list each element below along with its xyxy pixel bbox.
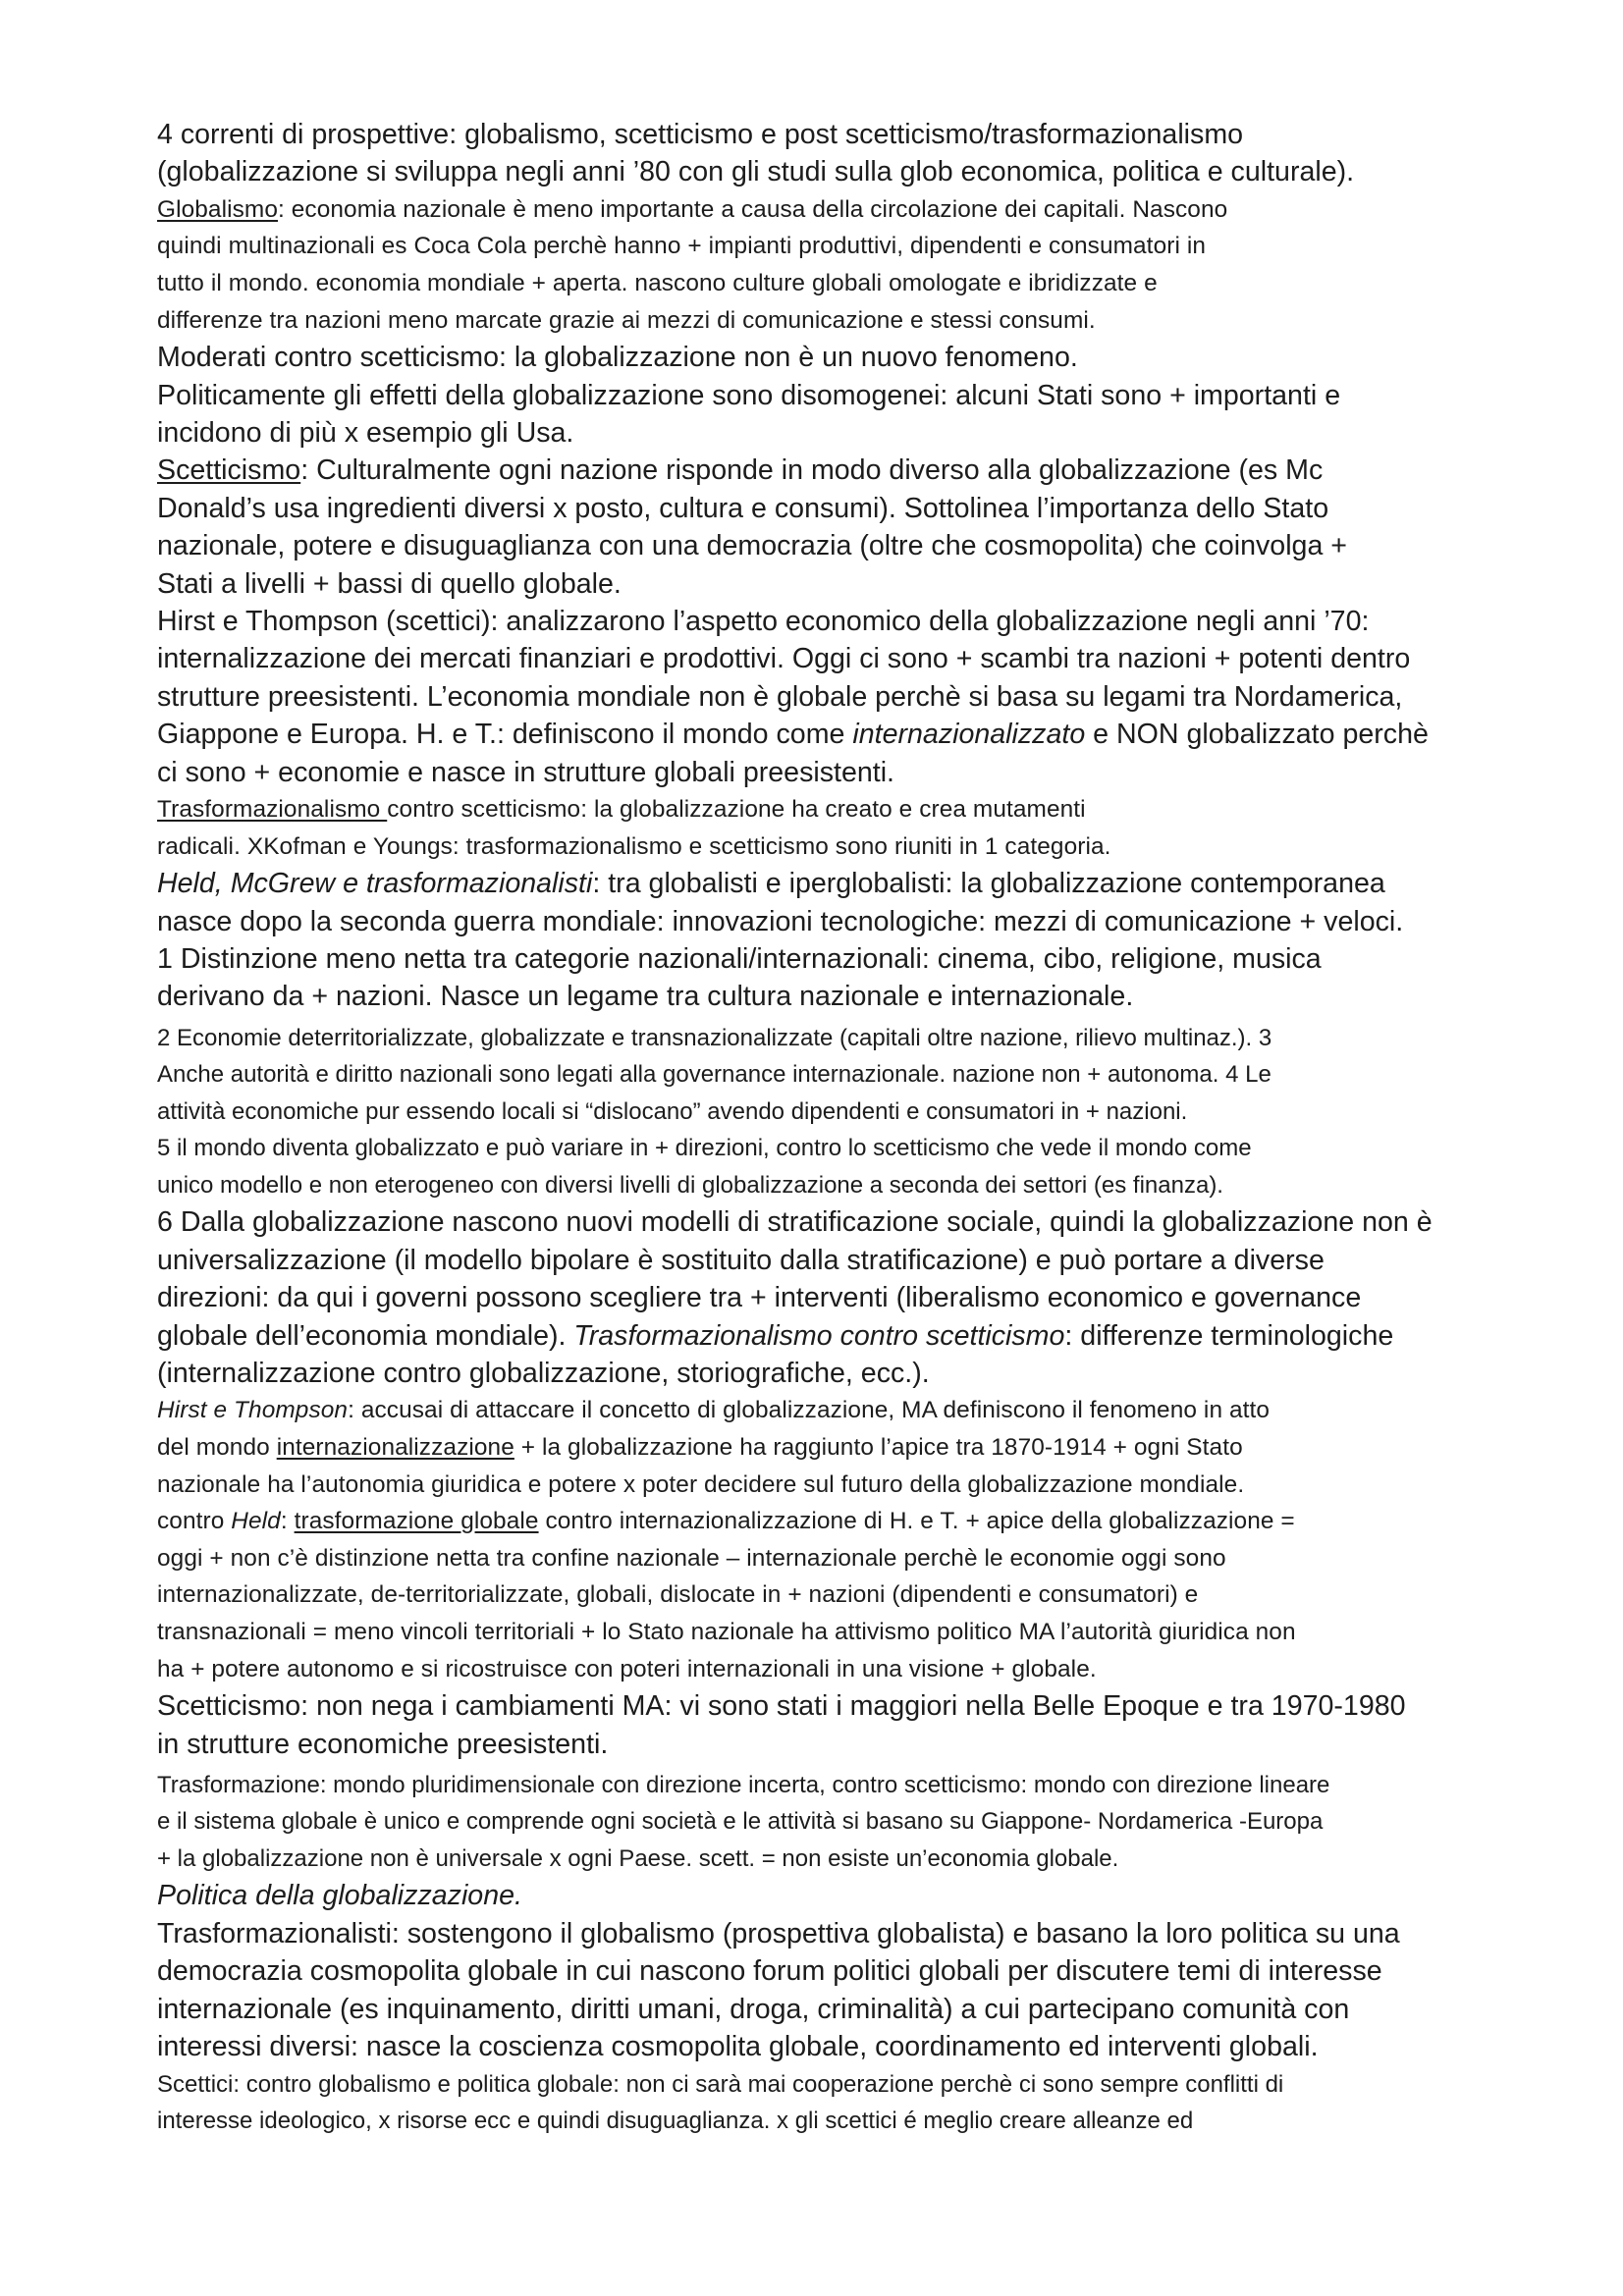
text-segment: nazionale, potere e disuguaglianza con una democrazia (oltre che cosmopolita) che coinvolga + [157, 530, 1348, 562]
text-line [157, 377, 1492, 414]
text-line [157, 2103, 1492, 2140]
text-segment: ci sono + economie e nasce in strutture globali preesistenti. [157, 756, 895, 788]
text-line [157, 1467, 1492, 1504]
text-segment: 4 correnti di prospettive: globalismo, scetticismo e post scetticismo/trasformazionalismo [157, 119, 1244, 150]
text-segment: nazionale ha l’autonomia giuridica e potere x poter decidere sul futuro della globalizzazione mondiale. [157, 1470, 1245, 1498]
text-line [157, 153, 1492, 190]
text-line [157, 716, 1492, 753]
italic-term: internazionalizzato [852, 719, 1086, 751]
italic-term: Hirst e Thompson [157, 1397, 349, 1424]
text-line [157, 1279, 1492, 1316]
text-segment: : [280, 1508, 295, 1535]
text-line [157, 1991, 1492, 2028]
underlined-term: trasformazione globale [294, 1508, 539, 1535]
text-segment: Scetticismo: non nega i cambiamenti MA: vi sono stati i maggiori nella Belle Epoque e tra 1970-1980 [157, 1690, 1406, 1723]
text-line [157, 339, 1492, 376]
text-line [157, 1355, 1492, 1392]
text-segment: + la globalizzazione ha raggiunto l’apice tra 1870-1914 + ogni Stato [514, 1434, 1243, 1461]
underlined-term: Globalismo [157, 195, 279, 223]
text-segment: ha + potere autonomo e si ricostruisce con poteri internazionali in una visione + globale. [157, 1655, 1097, 1682]
text-segment: in strutture economiche preesistenti. [157, 1728, 609, 1760]
text-line [157, 302, 1492, 340]
text-line [157, 527, 1492, 564]
text-segment: contro internazionalizzazione di H. e T. + apice della globalizzazione = [538, 1508, 1295, 1535]
text-line [157, 452, 1492, 489]
text-line [157, 265, 1492, 302]
text-segment: internazionalizzate, de-territorializzate, globali, dislocate in + nazioni (dipendenti e consumatori) e [157, 1581, 1199, 1609]
text-segment: Moderati contro scetticismo: la globalizzazione non è un nuovo fenomeno. [157, 342, 1078, 374]
text-segment: : accusai di attaccare il concetto di globalizzazione, MA definiscono il fenomeno in atto [348, 1397, 1271, 1424]
text-line [157, 1020, 1492, 1057]
text-segment: quindi multinazionali es Coca Cola perchè hanno + impianti produttivi, dipendenti e consumatori in [157, 233, 1207, 260]
text-line [157, 1167, 1492, 1204]
text-segment: radicali. XKofman e Youngs: trasformazionalismo e scetticismo sono riuniti in 1 categoria. [157, 832, 1111, 860]
text-line [157, 1429, 1492, 1467]
text-line [157, 1915, 1492, 1952]
underlined-term: internazionalizzazione [276, 1434, 514, 1461]
text-line [157, 754, 1492, 791]
text-line [157, 1877, 1492, 1914]
text-segment: contro [157, 1508, 232, 1535]
text-line [157, 603, 1492, 640]
text-segment: + la globalizzazione non è universale x ogni Paese. scett. = non esiste un’economia globale. [157, 1844, 1119, 1872]
text-line [157, 1130, 1492, 1167]
italic-term: Held [231, 1508, 281, 1535]
text-line [157, 1317, 1492, 1355]
text-segment: derivano da + nazioni. Nasce un legame tra cultura nazionale e internazionale. [157, 981, 1134, 1013]
text-line [157, 865, 1492, 902]
text-segment: universalizzazione (il modello bipolare è sostituito dalla stratificazione) e può portare a diverse [157, 1244, 1325, 1276]
text-segment: Giappone e Europa. H. e T.: definiscono il mondo come [157, 719, 853, 751]
text-line [157, 1540, 1492, 1577]
text-segment: Anche autorità e diritto nazionali sono legati alla governance internazionale. nazione non + autonoma. 4 Le [157, 1061, 1271, 1089]
text-line [157, 1392, 1492, 1429]
document-page [157, 116, 1492, 2140]
text-line [157, 1614, 1492, 1651]
text-segment: : Culturalmente ogni nazione risponde in modo diverso alla globalizzazione (es Mc [300, 454, 1324, 487]
text-line [157, 1651, 1492, 1688]
text-line [157, 1726, 1492, 1763]
italic-term: Held, McGrew e trasformazionalisti [157, 868, 593, 900]
text-line [157, 565, 1492, 603]
underlined-term: Scetticismo [157, 454, 301, 487]
text-segment: 5 il mondo diventa globalizzato e può variare in + direzioni, contro lo scetticismo che vede il mondo come [157, 1135, 1252, 1162]
text-line [157, 228, 1492, 265]
text-segment: Trasformazione: mondo pluridimensionale con direzione incerta, contro scetticismo: mondo con direzione lineare [157, 1771, 1330, 1798]
text-segment: Politicamente gli effetti della globalizzazione sono disomogenei: alcuni Stati sono + importanti e [157, 379, 1341, 411]
text-segment: oggi + non c’è distinzione netta tra confine nazionale – internazionale perchè le economie oggi sono [157, 1544, 1226, 1572]
text-line [157, 414, 1492, 452]
underlined-term: Trasformazionalismo [157, 796, 388, 824]
text-segment: tutto il mondo. economia mondiale + aperta. nascono culture globali omologate e ibridizzate e [157, 270, 1158, 296]
text-segment: interesse ideologico, x risorse ecc e quindi disuguaglianza. x gli scettici é meglio creare alleanze ed [157, 2108, 1194, 2134]
text-line [157, 1576, 1492, 1614]
text-segment: 2 Economie deterritorializzate, globalizzate e transnazionalizzate (capitali oltre nazione, rilievo multinaz.). 3 [157, 1024, 1272, 1051]
text-line [157, 903, 1492, 940]
text-segment: : economia nazionale è meno importante a causa della circolazione dei capitali. Nascono [278, 195, 1228, 223]
text-line [157, 2028, 1492, 2065]
italic-term: Trasformazionalismo contro scetticismo [573, 1319, 1065, 1352]
text-segment: 1 Distinzione meno netta tra categorie nazionali/internazionali: cinema, cibo, religione, musica [157, 943, 1322, 976]
text-segment: (globalizzazione si sviluppa negli anni ’80 con gli studi sulla glob economica, politica e culturale). [157, 156, 1355, 188]
text-segment: interessi diversi: nasce la coscienza cosmopolita globale, coordinamento ed interventi globali. [157, 2031, 1319, 2063]
text-line [157, 191, 1492, 229]
text-line [157, 1203, 1492, 1241]
text-segment: Donald’s usa ingredienti diversi x posto, cultura e consumi). Sottolinea l’importanza dello Stato [157, 492, 1329, 524]
text-segment: del mondo [157, 1434, 277, 1461]
text-line [157, 1094, 1492, 1131]
text-segment: : differenze terminologiche [1064, 1319, 1394, 1352]
text-segment: Trasformazionalisti: sostengono il globalismo (prospettiva globalista) e basano la loro politica su una [157, 1917, 1400, 1949]
text-segment: incidono di più x esempio gli Usa. [157, 417, 574, 449]
text-line [157, 1841, 1492, 1878]
text-line [157, 1056, 1492, 1094]
text-line [157, 490, 1492, 527]
text-segment: transnazionali = meno vincoli territoriali + lo Stato nazionale ha attivismo politico MA l’autorità giuridica non [157, 1618, 1296, 1645]
text-segment: (internalizzazione contro globalizzazione, storiografiche, ecc.). [157, 1358, 930, 1389]
text-line [157, 1242, 1492, 1279]
text-line [157, 978, 1492, 1015]
text-segment: Stati a livelli + bassi di quello globale. [157, 567, 622, 600]
text-line [157, 828, 1492, 866]
text-segment: democrazia cosmopolita globale in cui nascono forum politici globali per discutere temi di interesse [157, 1955, 1382, 1988]
italic-term: Politica della globalizzazione. [157, 1880, 522, 1912]
text-segment: contro scetticismo: la globalizzazione ha creato e crea mutamenti [387, 796, 1086, 824]
text-line [157, 640, 1492, 677]
text-segment: internazionale (es inquinamento, diritti umani, droga, criminalità) a cui partecipano comunità con [157, 1993, 1350, 2025]
text-line [157, 1503, 1492, 1540]
text-segment: differenze tra nazioni meno marcate grazie ai mezzi di comunicazione e stessi consumi. [157, 306, 1096, 334]
text-segment: 6 Dalla globalizzazione nascono nuovi modelli di stratificazione sociale, quindi la globalizzazione non è [157, 1206, 1433, 1239]
text-segment: : tra globalisti e iperglobalisti: la globalizzazione contemporanea [592, 868, 1385, 900]
text-segment: strutture preesistenti. L’economia mondiale non è globale perchè si basa su legami tra Nordamerica, [157, 680, 1403, 713]
text-segment: direzioni: da qui i governi possono scegliere tra + interventi (liberalismo economico e governance [157, 1282, 1362, 1314]
text-line [157, 791, 1492, 828]
text-segment: e il sistema globale è unico e comprende ogni società e le attività si basano su Giappone- Nordamerica -Europa [157, 1808, 1324, 1836]
text-line [157, 678, 1492, 716]
text-segment: Scettici: contro globalismo e politica globale: non ci sarà mai cooperazione perchè ci sono sempre conflitti di [157, 2070, 1284, 2098]
text-segment: globale dell’economia mondiale). [157, 1319, 574, 1352]
text-segment: Hirst e Thompson (scettici): analizzarono l’aspetto economico della globalizzazione negli anni ’70: [157, 606, 1370, 638]
text-segment: unico modello e non eterogeneo con diversi livelli di globalizzazione a seconda dei settori (es finanza). [157, 1171, 1223, 1199]
text-line [157, 1767, 1492, 1804]
text-line [157, 940, 1492, 978]
text-segment: attività economiche pur essendo locali si “dislocano” avendo dipendenti e consumatori in + nazioni. [157, 1097, 1188, 1125]
text-line [157, 1687, 1492, 1725]
text-line [157, 116, 1492, 153]
text-segment: e NON globalizzato perchè [1085, 719, 1429, 751]
text-line [157, 1803, 1492, 1841]
text-segment: nasce dopo la seconda guerra mondiale: innovazioni tecnologiche: mezzi di comunicazione + veloci. [157, 905, 1404, 937]
text-line [157, 2066, 1492, 2104]
text-line [157, 1952, 1492, 1990]
text-segment: internalizzazione dei mercati finanziari e prodottivi. Oggi ci sono + scambi tra nazioni + potenti dentro [157, 643, 1411, 675]
